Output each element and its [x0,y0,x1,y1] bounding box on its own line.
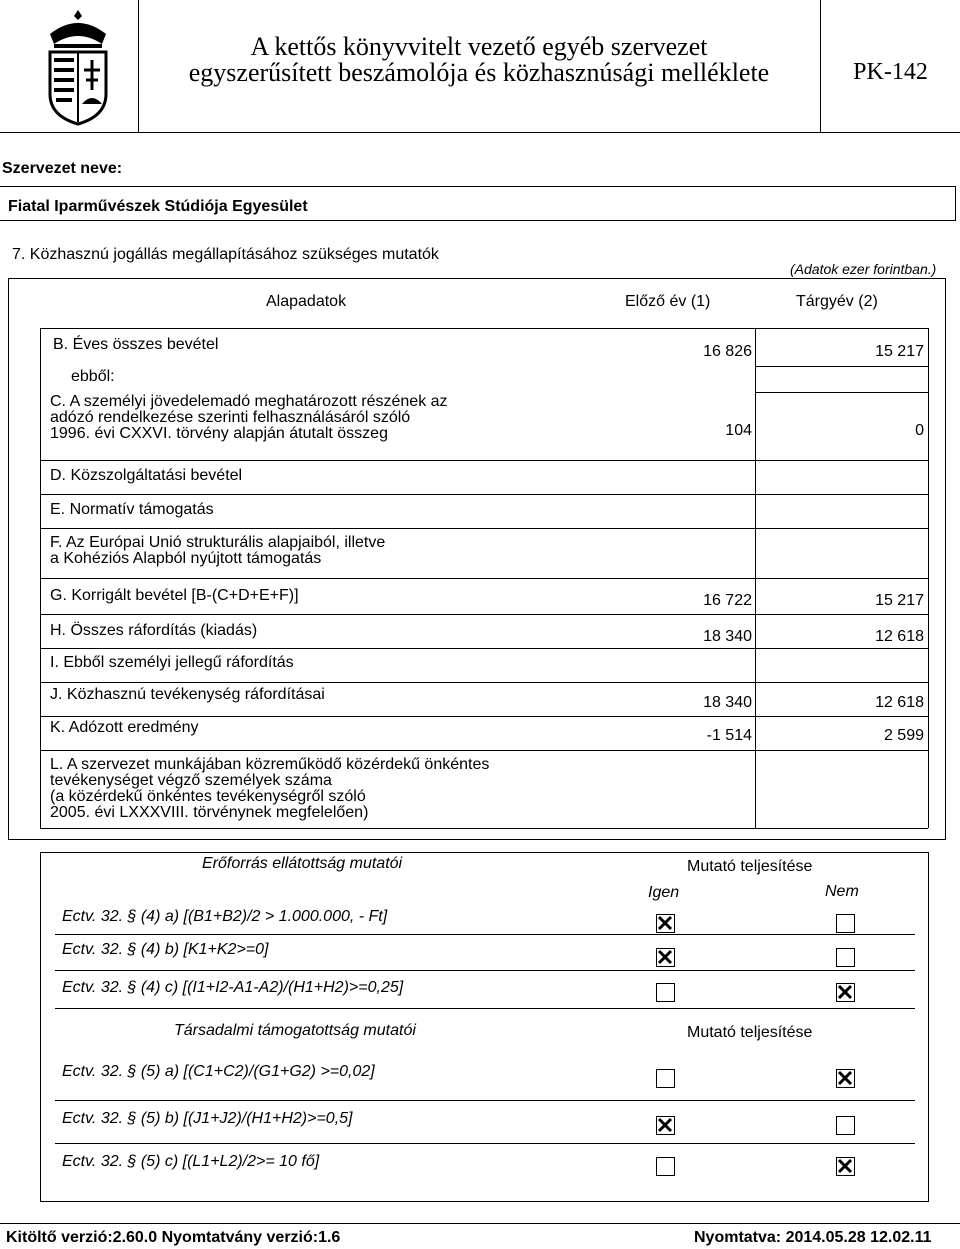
resources-title: Erőforrás ellátottság mutatói [202,855,403,872]
social-indicator-label: Ectv. 32. § (5) a) [(C1+C2)/(G1+G2) >=0,02] [62,1063,375,1080]
unit-note: (Adatok ezer forintban.) [790,261,937,277]
resources-no-checkbox[interactable] [836,948,855,967]
resources-yes-checkbox[interactable] [656,983,675,1002]
social-fulfilment-title: Mutató teljesítése [687,1024,813,1041]
row-l-line3: (a közérdekű önkéntes tevékenységről szóló [50,788,366,805]
row-ebbol-label: ebből: [71,368,115,385]
row-l-line4: 2005. évi LXXXVIII. törvénynek megfelelően) [50,804,369,821]
social-title: Társadalmi támogatottság mutatói [174,1022,416,1039]
social-no-checkbox[interactable] [836,1157,855,1176]
social-indicator-label: Ectv. 32. § (5) b) [(J1+J2)/(H1+H2)>=0,5] [62,1110,353,1127]
social-yes-checkbox[interactable] [656,1157,675,1176]
yes-header: Igen [648,884,680,901]
resources-yes-checkbox[interactable] [656,914,675,933]
row-k-label: K. Adózott eredmény [50,719,199,736]
row-c-line2: adózó rendelkezése szerinti felhasználásáról szóló [50,409,411,426]
row-c-line3: 1996. évi CXXVI. törvény alapján átutalt összeg [50,425,388,442]
form-code: PK-142 [853,59,928,85]
social-no-checkbox[interactable] [836,1116,855,1135]
no-header: Nem [825,883,859,900]
row-j-prev: 18 340 [703,694,752,711]
row-h-label: H. Összes ráfordítás (kiadás) [50,622,258,639]
resources-no-checkbox[interactable] [836,914,855,933]
col-header-curr: Tárgyév (2) [796,293,878,310]
row-k-curr: 2 599 [883,727,924,744]
col-header-prev: Előző év (1) [625,293,711,310]
row-j-label: J. Közhasznú tevékenység ráfordításai [50,686,325,703]
row-f-line2: a Kohéziós Alapból nyújtott támogatás [50,550,322,567]
social-no-checkbox[interactable] [836,1069,855,1088]
row-d-label: D. Közszolgáltatási bevétel [50,467,243,484]
form-title-line1: A kettős könyvvitelt vezető egyéb szervezet [250,32,708,61]
social-yes-checkbox[interactable] [656,1069,675,1088]
social-yes-checkbox[interactable] [656,1116,675,1135]
section-title: 7. Közhasznú jogállás megállapításához szükséges mutatók [12,246,439,263]
row-g-curr: 15 217 [875,592,924,609]
footer-version: Kitöltő verzió:2.60.0 Nyomtatvány verzió:1.6 [6,1229,341,1246]
row-b-label: B. Éves összes bevétel [53,336,219,353]
row-g-label: G. Korrigált bevétel [B-(C+D+E+F)] [50,587,299,604]
col-header-base: Alapadatok [266,293,347,310]
row-c-line1: C. A személyi jövedelemadó meghatározott részének az [50,393,448,410]
row-c-curr: 0 [915,422,924,439]
org-label: Szervezet neve: [2,160,123,177]
row-h-prev: 18 340 [703,628,752,645]
fulfilment-title: Mutató teljesítése [687,858,813,875]
resources-no-checkbox[interactable] [836,983,855,1002]
resources-indicator-label: Ectv. 32. § (4) a) [(B1+B2)/2 > 1.000.000, - Ft] [62,908,388,925]
form-title-line2: egyszerűsített beszámolója és közhasznúsági melléklete [188,58,770,87]
row-b-prev: 16 826 [703,343,752,360]
row-b-curr: 15 217 [875,343,924,360]
resources-indicator-label: Ectv. 32. § (4) b) [K1+K2>=0] [62,941,269,958]
resources-yes-checkbox[interactable] [656,948,675,967]
row-j-curr: 12 618 [875,694,924,711]
row-g-prev: 16 722 [703,592,752,609]
row-h-curr: 12 618 [875,628,924,645]
header [0,0,960,132]
footer-printed: Nyomtatva: 2014.05.28 12.02.11 [694,1229,932,1246]
row-e-label: E. Normatív támogatás [50,501,214,518]
org-name-field: Fiatal Iparművészek Stúdiója Egyesület [8,198,308,215]
resources-indicator-label: Ectv. 32. § (4) c) [(I1+I2-A1-A2)/(H1+H2)>=0,25] [62,979,404,996]
row-l-line1: L. A szervezet munkájában közreműködő közérdekű önkéntes [50,756,490,773]
row-f-line1: F. Az Európai Unió strukturális alapjaiból, illetve [50,534,386,551]
row-k-prev: -1 514 [706,727,752,744]
row-i-label: I. Ebből személyi jellegű ráfordítás [50,654,294,671]
row-l-line2: tevékenységet végző személyek száma [50,772,332,789]
social-indicator-label: Ectv. 32. § (5) c) [(L1+L2)/2>= 10 fő] [62,1153,320,1170]
row-c-prev: 104 [725,422,752,439]
coat-of-arms-logo [30,4,126,128]
